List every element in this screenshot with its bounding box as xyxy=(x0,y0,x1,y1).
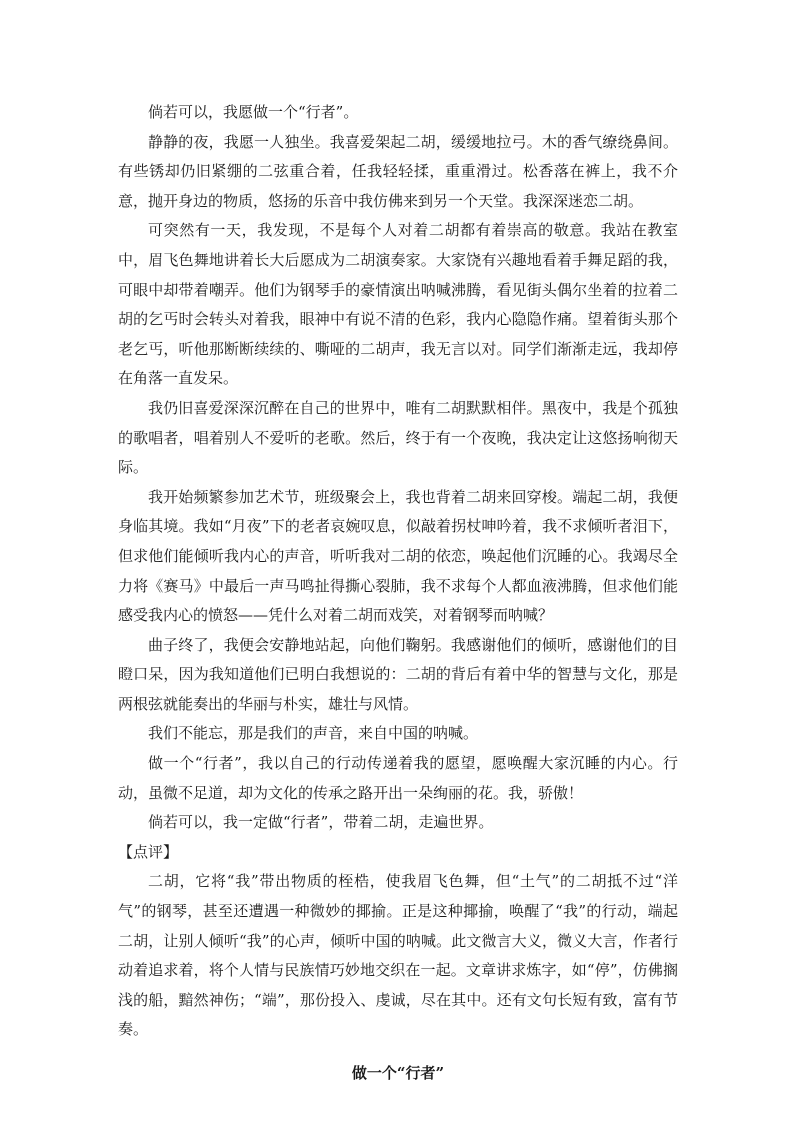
essay-paragraph-4: 我仍旧喜爱深深沉醉在自己的世界中，唯有二胡默默相伴。黑夜中，我是个孤独的歌唱者，唱着别人不爱听的老歌。然后，终于有一个夜晚，我决定让这悠扬响彻天际。 xyxy=(118,398,678,477)
essay-paragraph-8: 做一个“行者”，我以自己的行动传递着我的愿望，愿唤醒大家沉睡的内心。行动，虽微不足道，却为文化的传承之路开出一朵绚丽的花。我，骄傲！ xyxy=(118,754,678,802)
essay-paragraph-7: 我们不能忘，那是我们的声音，来自中国的呐喊。 xyxy=(148,724,479,743)
document-body xyxy=(118,98,678,1089)
essay-paragraph-9: 倘若可以，我一定做“行者”，带着二胡，走遍世界。 xyxy=(148,813,494,832)
review-text: 二胡，它将“我”带出物质的桎梏，使我眉飞色舞，但“土气”的二胡抵不过“洋气”的钢琴，甚至还遭遇一种微妙的揶揄。正是这种揶揄，唤醒了“我”的行动，端起二胡，让别人倾听“我”的心声，倾听中国的呐喊。此文微言大义，微义大言，作者行动着追求着，将个人情与民族情巧妙地交织在一起。文章讲求炼字，如“停”，仿佛搁浅的船，黯然神伤；“端”，那份投入、虔诚，尽在其中。还有文句长短有致，富有节奏。 xyxy=(118,872,678,1039)
essay-paragraph-3: 可突然有一天，我发现，不是每个人对着二胡都有着崇高的敬意。我站在教室中，眉飞色舞地讲着长大后愿成为二胡演奏家。大家饶有兴趣地看着手舞足蹈的我，可眼中却带着嘲弄。他们为钢琴手的豪情演出呐喊沸腾，看见街头偶尔坐着的拉着二胡的乞丐时会转头对着我，眼神中有说不清的色彩，我内心隐隐作痛。望着街头那个老乞丐，听他那断断续续的、嘶哑的二胡声，我无言以对。同学们渐渐走远，我却停在角落一直发呆。 xyxy=(118,221,678,388)
essay-paragraph-6: 曲子终了，我便会安静地站起，向他们鞠躬。我感谢他们的倾听，感谢他们的目瞪口呆，因为我知道他们已明白我想说的：二胡的背后有着中华的智慧与文化，那是两根弦就能奏出的华丽与朴实，雄壮与风情。 xyxy=(118,635,678,713)
next-essay-title: 做一个“行者” xyxy=(351,1064,445,1082)
essay-paragraph-2: 静静的夜，我愿一人独坐。我喜爱架起二胡，缓缓地拉弓。木的香气缭绕鼻间。有些锈却仍旧紧绷的二弦重合着，任我轻轻揉，重重滑过。松香落在裤上，我不介意，抛开身边的物质，悠扬的乐音中我仿佛来到另一个天堂。我深深迷恋二胡。 xyxy=(118,132,678,210)
essay-paragraph-1: 倘若可以，我愿做一个“行者”。 xyxy=(148,103,359,121)
review-label: 【点评】 xyxy=(118,842,179,861)
essay-paragraph-5: 我开始频繁参加艺术节，班级聚会上，我也背着二胡来回穿梭。端起二胡，我便身临其境。我如“月夜”下的老者哀婉叹息，似敲着拐杖呻吟着，我不求倾听者泪下，但求他们能倾听我内心的声音，听听我对二胡的依恋，唤起他们沉睡的心。我竭尽全力将《赛马》中最后一声马鸣扯得撕心裂肺，我不求每个人都血液沸腾，但求他们能感受我内心的愤怒——凭什么对着二胡而戏笑，对着钢琴而呐喊？ xyxy=(118,487,678,625)
